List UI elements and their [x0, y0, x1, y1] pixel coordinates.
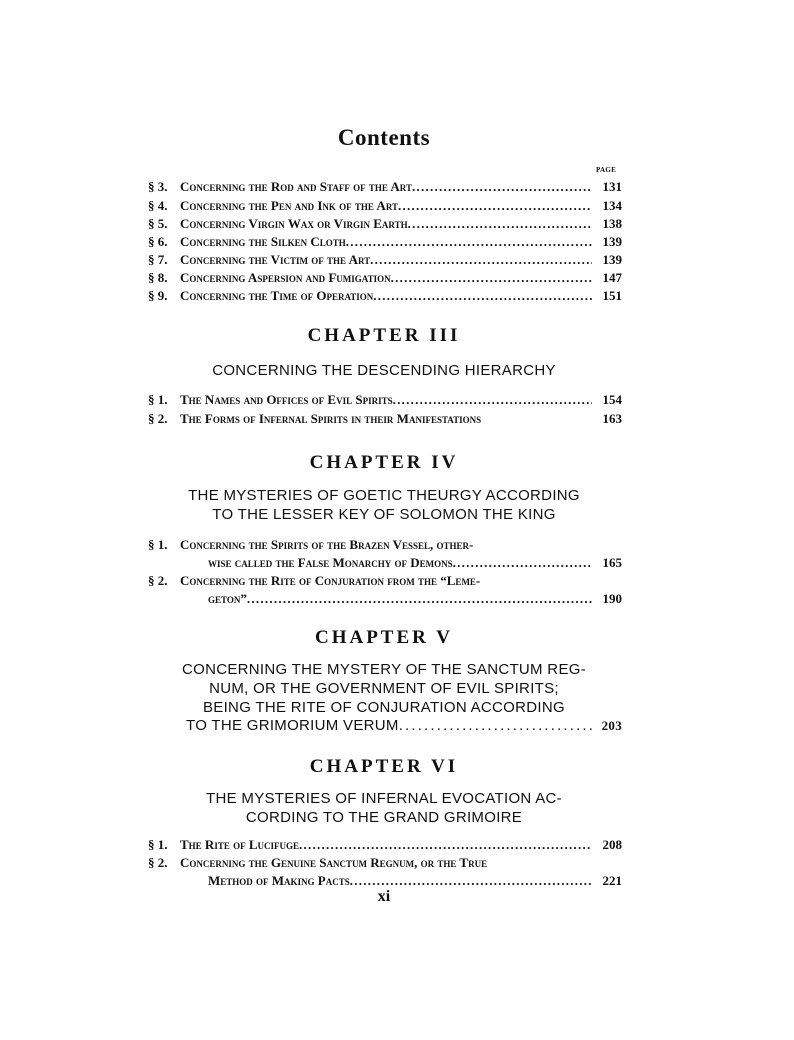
- page-number: 154: [602, 392, 622, 407]
- page-number: 190: [602, 591, 622, 606]
- toc-entry: [148, 835, 622, 854]
- section-number: § 4.: [148, 198, 168, 213]
- dot-leader: [370, 250, 592, 269]
- dot-leader: [412, 177, 592, 196]
- folio-page-number: xi: [377, 888, 391, 905]
- dot-leader: [373, 286, 592, 305]
- chapter-heading: CHAPTER V: [314, 627, 454, 648]
- page-number: 221: [602, 873, 622, 888]
- page-number: 203: [601, 718, 622, 733]
- dot-leader: [391, 268, 592, 287]
- dot-leader: [408, 214, 592, 233]
- page-number: 151: [602, 288, 622, 303]
- toc-entry: [148, 268, 622, 287]
- section-title: Concerning Aspersion and Fumigation: [180, 270, 391, 285]
- page-number: 208: [602, 837, 622, 852]
- toc-entry: [148, 214, 622, 233]
- section-number: § 6.: [148, 234, 168, 249]
- chapter-subtitle-line: THE MYSTERIES OF INFERNAL EVOCATION AC-: [206, 790, 562, 807]
- section-number: § 3.: [148, 179, 168, 194]
- toc-entry: [148, 286, 622, 305]
- page-number: 165: [602, 555, 622, 570]
- dot-leader: [398, 196, 592, 215]
- page-number: 163: [602, 411, 622, 426]
- toc-entry: [148, 853, 622, 872]
- toc-entry: [148, 409, 622, 428]
- section-title: Concerning the Pen and Ink of the Art: [180, 198, 399, 213]
- section-title-continued: Method of Making Pacts: [208, 873, 350, 888]
- chapter-subtitle-line: BEING THE RITE OF CONJURATION ACCORDING: [202, 699, 565, 716]
- dot-leader: [346, 232, 592, 251]
- toc-entry: [148, 232, 622, 251]
- toc-entry: [148, 390, 622, 409]
- toc-entry-continuation: [208, 553, 622, 572]
- toc-entry: [148, 250, 622, 269]
- toc-entry: [148, 571, 622, 590]
- section-title-continued: geton”: [208, 591, 247, 606]
- chapter-subtitle-line: CORDING TO THE GRAND GRIMOIRE: [245, 809, 523, 826]
- section-number: § 7.: [148, 252, 168, 267]
- dot-leader: [399, 716, 596, 735]
- section-title: Concerning the Time of Operation: [180, 288, 374, 303]
- chapter-subtitle-line: TO THE GRIMORIUM VERUM: [186, 717, 399, 734]
- page-number: 138: [602, 216, 622, 231]
- page-title: Contents: [337, 125, 431, 150]
- page-number: 147: [602, 270, 622, 285]
- dot-leader: [453, 553, 592, 572]
- section-title: Concerning the Victim of the Art: [180, 252, 371, 267]
- section-number: § 9.: [148, 288, 168, 303]
- section-title: Concerning the Spirits of the Brazen Vessel, other-: [180, 537, 474, 552]
- chapter-heading: CHAPTER VI: [309, 756, 459, 777]
- toc-entry: [148, 535, 622, 554]
- section-number: § 1.: [148, 837, 168, 852]
- dot-leader: [247, 589, 592, 608]
- section-title: The Rite of Lucifuge: [180, 837, 299, 852]
- section-title: Concerning Virgin Wax or Virgin Earth: [180, 216, 408, 231]
- chapter-subtitle-entry: [186, 716, 622, 735]
- page-number: 139: [602, 234, 622, 249]
- dot-leader: [299, 835, 592, 854]
- section-number: § 1.: [148, 392, 168, 407]
- chapter-subtitle-line: THE MYSTERIES OF GOETIC THEURGY ACCORDING: [188, 487, 580, 504]
- chapter-heading: CHAPTER IV: [309, 452, 459, 473]
- chapter-subtitle-line: TO THE LESSER KEY OF SOLOMON THE KING: [212, 506, 556, 523]
- chapter-subtitle-line: CONCERNING THE MYSTERY OF THE SANCTUM REG-: [181, 661, 587, 678]
- toc-entry: [148, 196, 622, 215]
- dot-leader: [393, 390, 592, 409]
- page-column-label: PAGE: [596, 166, 617, 174]
- page-number: 131: [602, 179, 622, 194]
- chapter-subtitle-line: NUM, OR THE GOVERNMENT OF EVIL SPIRITS;: [209, 680, 559, 697]
- section-title: Concerning the Rite of Conjuration from the “Leme-: [180, 573, 481, 588]
- section-number: § 2.: [148, 573, 168, 588]
- section-number: § 5.: [148, 216, 168, 231]
- section-title: Concerning the Silken Cloth: [180, 234, 346, 249]
- section-number: § 8.: [148, 270, 168, 285]
- toc-entry-continuation: [208, 589, 622, 608]
- page-number: 139: [602, 252, 622, 267]
- section-title: Concerning the Genuine Sanctum Regnum, or the True: [180, 855, 488, 870]
- section-title: The Names and Offices of Evil Spirits: [180, 392, 393, 407]
- section-number: § 1.: [148, 537, 168, 552]
- chapter-subtitle: CONCERNING THE DESCENDING HIERARCHY: [212, 362, 556, 379]
- section-title-continued: wise called the False Monarchy of Demons: [208, 555, 453, 570]
- section-number: § 2.: [148, 411, 168, 426]
- section-title: Concerning the Rod and Staff of the Art: [180, 179, 412, 194]
- chapter-heading: CHAPTER III: [307, 325, 461, 346]
- section-number: § 2.: [148, 855, 168, 870]
- section-title: The Forms of Infernal Spirits in their Manifestations: [180, 411, 482, 426]
- page-number: 134: [602, 198, 622, 213]
- toc-entry: [148, 177, 622, 196]
